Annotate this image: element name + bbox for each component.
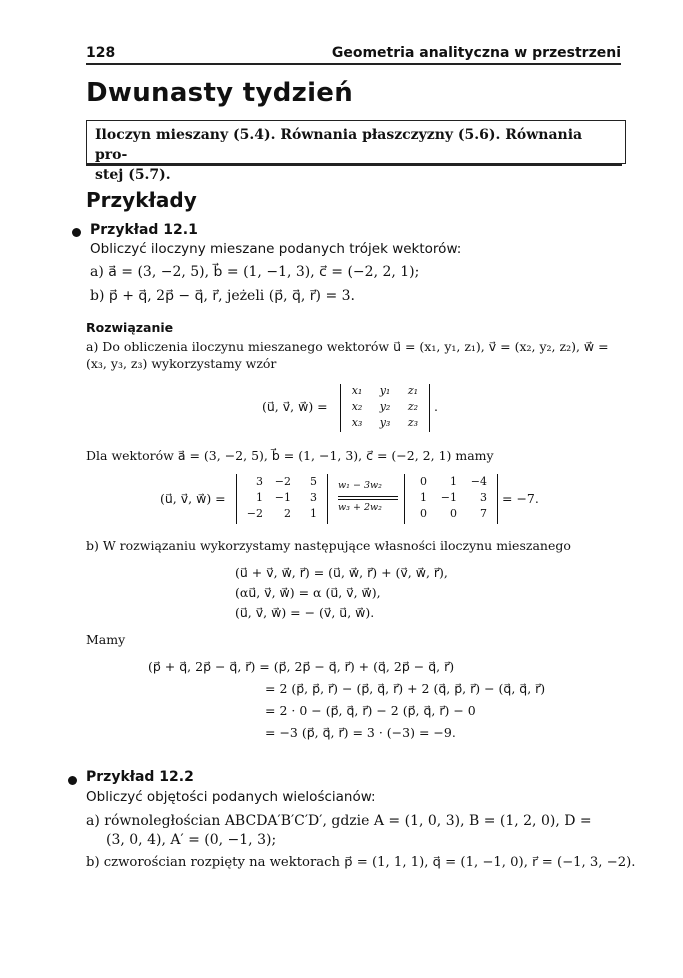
det-cell: 0 [450,507,457,520]
solution-a-line-2: (x₃, y₃, z₃) wykorzystamy wzór [86,356,277,371]
example-1-part-b: b) p⃗ + q⃗, 2p⃗ − q⃗, r⃗, jeżeli (p⃗, q⃗, r⃗) = 3. [90,288,355,304]
det-cell: y₁ [379,384,391,397]
property-2: (αu⃗, v⃗, w⃗) = α (u⃗, v⃗, w⃗), [235,585,381,600]
example-2-part-a-line-1: a) równoległościan ABCDA′B′C′D′, gdzie A = (1, 0, 3), B = (1, 2, 0), D = [86,813,592,829]
example-2-task: Obliczyć objętości podanych wielościanów: [86,789,376,805]
det-cell: −1 [274,491,291,504]
det-cell: x₃ [351,416,363,429]
det-cell: 0 [420,507,427,520]
example-1-task: Obliczyć iloczyny mieszane podanych trójek wektorów: [90,241,462,257]
det-cell: 0 [420,475,427,488]
chapter-title: Dwunasty tydzień [86,78,354,108]
derivation-line-3: = 2 · 0 − (p⃗, q⃗, r⃗) − 2 (p⃗, q⃗, r⃗) − 0 [265,703,476,718]
det-cell: −2 [246,507,263,520]
det-cell: y₂ [379,400,391,413]
det-cell: 7 [480,507,487,520]
reduced-determinant [404,474,498,524]
solution-a-line-1: a) Do obliczenia iloczynu mieszanego wektorów u⃗ = (x₁, y₁, z₁), v⃗ = (x₂, y₂, z₂), w⃗ = [86,339,609,354]
row-operation-rule [338,499,398,500]
topics-box [86,120,626,183]
example-2-part-b: b) czworościan rozpięty na wektorach p⃗ = (1, 1, 1), q⃗ = (1, −1, 0), r⃗ = (−1, 3, −2). [86,855,636,870]
running-title: Geometria analityczna w przestrzeni [331,45,621,61]
header-rule [86,63,621,65]
calc-lhs: (u⃗, v⃗, w⃗) = [160,491,226,506]
topics-rule [86,164,622,166]
det-cell: 1 [420,491,427,504]
det-cell: z₃ [407,416,419,429]
symbolic-determinant [340,384,430,432]
det-cell: y₃ [379,416,391,429]
topics-line-1: Iloczyn mieszany (5.4). Równania płaszczyzny (5.6). Równania pro- [95,127,583,163]
det-cell: −2 [274,475,291,488]
formula-end: . [434,399,438,414]
mamy-label: Mamy [86,632,126,647]
example-1-title: Przykład 12.1 [90,222,198,238]
example-2-part-a-line-2: (3, 0, 4), A′ = (0, −1, 3); [106,832,277,848]
example-1-part-a: a) a⃗ = (3, −2, 5), b⃗ = (1, −1, 3), c⃗ = (−2, 2, 1); [90,264,420,280]
example-2-title: Przykład 12.2 [86,769,194,785]
numeric-determinant [236,474,328,524]
page-number: 128 [86,45,116,61]
derivation-line-1: (p⃗ + q⃗, 2p⃗ − q⃗, r⃗) = (p⃗, 2p⃗ − q⃗, r⃗) + (q⃗, 2p⃗ − q⃗, r⃗) [148,659,455,674]
topics-line-2: stej (5.7). [95,167,171,183]
det-cell: 1 [310,507,317,520]
derivation-line-2: = 2 (p⃗, p⃗, r⃗) − (p⃗, q⃗, r⃗) + 2 (q⃗, p⃗, r⃗) − (q⃗, q⃗, r⃗) [265,681,546,696]
row-operation-top: w₁ − 3w₂ [338,480,382,491]
det-cell: −4 [470,475,487,488]
formula-lhs: (u⃗, v⃗, w⃗) = [262,399,328,414]
calc-result: = −7. [502,491,539,506]
det-cell: 2 [284,507,291,520]
section-title: Przykłady [86,188,197,212]
det-cell: 5 [310,475,317,488]
det-cell: x₂ [351,400,363,413]
det-cell: x₁ [351,384,363,397]
det-cell: 3 [310,491,317,504]
vectors-line: Dla wektorów a⃗ = (3, −2, 5), b⃗ = (1, −1, 3), c⃗ = (−2, 2, 1) mamy [86,448,494,463]
derivation-line-4: = −3 (p⃗, q⃗, r⃗) = 3 · (−3) = −9. [265,725,456,740]
det-cell: −1 [440,491,457,504]
solution-b-intro: b) W rozwiązaniu wykorzystamy następujące własności iloczynu mieszanego [86,538,571,553]
det-cell: z₂ [407,400,419,413]
det-cell: 3 [480,491,487,504]
bullet-icon [72,228,81,237]
bullet-icon [68,776,77,785]
property-1: (u⃗ + v⃗, w⃗, r⃗) = (u⃗, w⃗, r⃗) + (v⃗, w⃗, r⃗), [235,565,448,580]
det-cell: 3 [256,475,263,488]
solution-label: Rozwiązanie [86,320,174,335]
det-cell: 1 [256,491,263,504]
det-cell: 1 [450,475,457,488]
property-3: (u⃗, v⃗, w⃗) = − (v⃗, u⃗, w⃗). [235,605,375,620]
det-cell: z₁ [407,384,419,397]
row-operation-bottom: w₃ + 2w₂ [338,502,382,513]
row-operation-rule [338,496,398,497]
